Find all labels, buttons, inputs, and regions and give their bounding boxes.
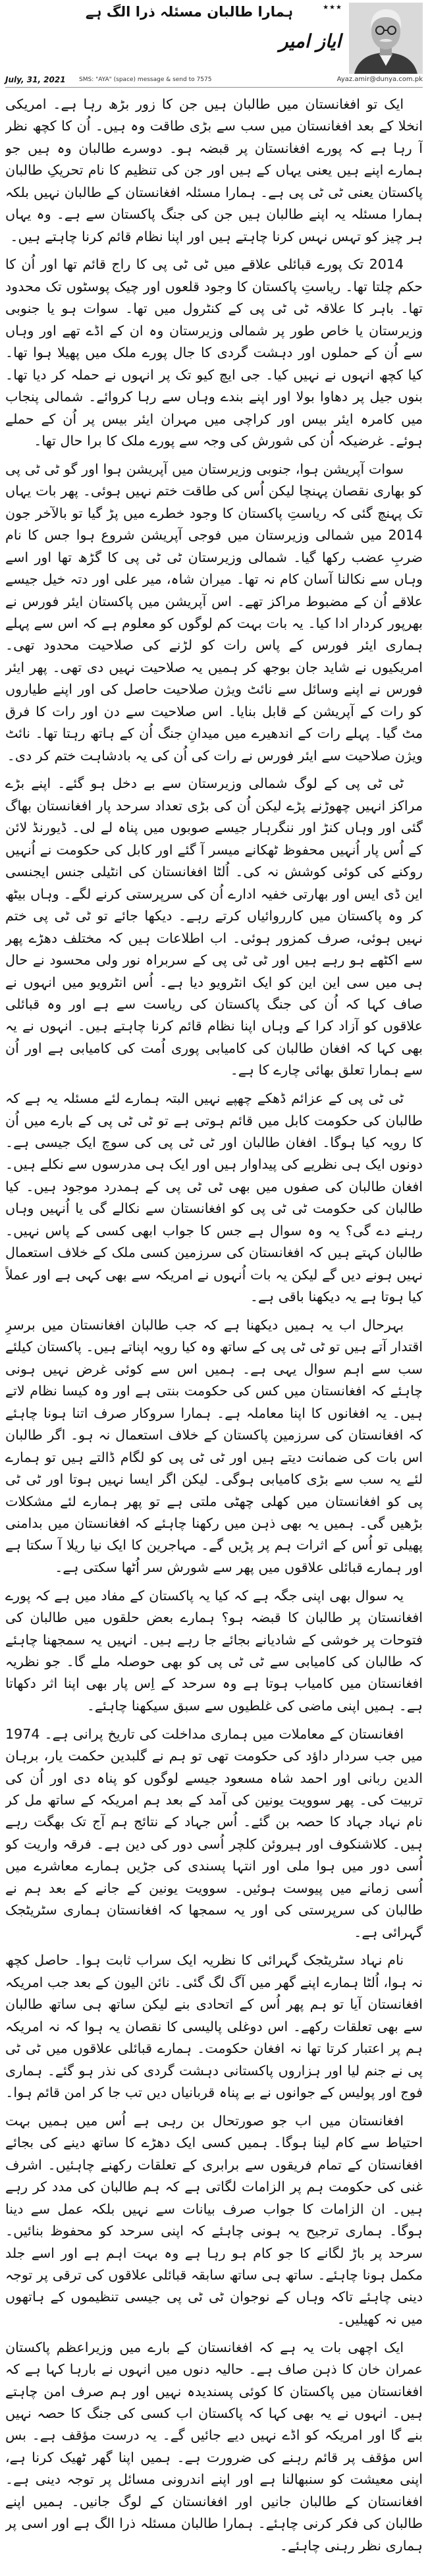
- paragraph-10: افغانستان میں اب جو صورتحال بن رہی ہے اُس میں ہمیں بہت احتیاط سے کام لینا ہوگا۔ ہمیں کسی ایک دھڑے کا ساتھ دینے کی بجائے افغانستان کے تمام فریقوں سے برابری کے تعلقات رکھنے چاہئیں۔ اشرف غنی کی حکومت ہم پر الزامات لگاتی ہے کہ ہم طالبان کی مدد کر رہے ہیں۔ ان الزامات کا جواب صرف بیانات سے نہیں بلکہ عمل سے دینا ہوگا۔ ہماری ترجیح یہ ہونی چاہئے کہ اپنی سرحد کو محفوظ بنائیں۔ سرحد پر باڑ لگانے کا جو کام ہو رہا ہے وہ بہت اہم ہے اور اسے جلد مکمل ہونا چاہئے۔ ساتھ ہی ساتھ سابقہ قبائلی علاقوں کی ترقی پر توجہ دینی چاہئے تاکہ وہاں کے نوجوان ٹی ٹی پی جیسی تنظیموں کے ہاتھوں میں نہ کھیلیں۔: [5, 2112, 423, 2327]
- author-email: Ayaz.amir@dunya.com.pk: [336, 76, 423, 83]
- meta-row: [5, 75, 423, 88]
- column-title: ہمارا طالبان مسئلہ ذرا الگ ہے: [85, 4, 293, 20]
- column-header: [0, 0, 428, 90]
- paragraph-4: ٹی ٹی پی کے لوگ شمالی وزیرستان سے بے دخل ہو گئے۔ اپنے بڑے مراکز انہیں چھوڑنے پڑے لیکن اُن کی بڑی تعداد سرحد پار افغانستان بھاگ گئی اور وہاں کنڑ اور ننگرہار جیسے صوبوں میں پناہ لے لی۔ ڈیورنڈ لائن کے اُس پار اُنہیں محفوظ ٹھکانے میسر آ گئے اور کابل کی حکومت نے اُنہیں روکنے کی کوئی کوشش نہ کی۔ اُلٹا افغانستان کی انٹیلی جنس ایجنسی این ڈی ایس اور بھارتی خفیہ ادارے اُن کی سرپرستی کرنے لگے۔ وہاں بیٹھ کر وہ پاکستان میں کارروائیاں کرتے رہے۔ دیکھا جائے تو ٹی ٹی پی ختم نہیں ہوئی، صرف کمزور ہوئی۔ اب اطلاعات ہیں کہ مختلف دھڑے پھر سے اکٹھے ہو رہے ہیں اور ٹی ٹی پی کے سربراہ نور ولی محسود نے حال ہی میں سی این این کو ایک انٹرویو دیا ہے۔ اُس انٹرویو میں انہوں نے صاف کہا کہ اُن کی جنگ پاکستان کی ریاست سے ہے اور وہ قبائلی علاقوں کو آزاد کرا کے وہاں اپنا نظام قائم کرنا چاہتے ہیں۔ انہوں نے یہ بھی کہا کہ افغان طالبان کی کامیابی پوری اُمت کی کامیابی ہے اور اُن سے ہمارا تعلق بھائی چارے کا ہے۔: [5, 775, 423, 1078]
- paragraph-8: افغانستان کے معاملات میں ہماری مداخلت کی تاریخ پرانی ہے۔ 1974 میں جب سردار داؤد کی حکومت تھی تو ہم نے گلبدین حکمت یار، برہان الدین ربانی اور احمد شاہ مسعود جیسے لوگوں کو پناہ دی اور اُن کی تربیت کی۔ پھر سوویت یونین کی آمد کے بعد ہم امریکہ کے ساتھ مل کر نام نہاد جہاد کا حصہ بن گئے۔ اُس جہاد کے نتائج ہم آج تک بھگت رہے ہیں۔ کلاشنکوف اور ہیروئن کلچر اُسی دور کی دین ہے۔ فرقہ واریت کو اُسی دور میں ہوا ملی اور انتہا پسندی کی جڑیں ہمارے معاشرے میں اُسی زمانے میں پیوست ہوئیں۔ سوویت یونین کے جانے کے بعد ہم نے طالبان کی سرپرستی کی اور یہ سمجھا کہ افغانستان ہماری سٹریٹجک گہرائی ہے۔: [5, 1725, 423, 1940]
- paragraph-7: یہ سوال بھی اپنی جگہ ہے کہ کیا یہ پاکستان کے مفاد میں ہے کہ پورے افغانستان پر طالبان کا قبضہ ہو؟ ہمارے بعض حلقوں میں طالبان کی فتوحات پر خوشی کے شادیانے بجائے جا رہے ہیں۔ انہیں یہ سمجھنا چاہئے کہ طالبان کی کامیابی سے ٹی ٹی پی کو بھی حوصلہ ملے گا۔ جو نظریہ افغانستان میں کامیاب ہوتا ہے وہ سرحد کے اِس پار بھی اپنا اثر دکھاتا ہے۔ ہمیں اپنی ماضی کی غلطیوں سے سبق سیکھنا چاہئے۔: [5, 1587, 423, 1714]
- author-portrait-icon: [349, 3, 423, 74]
- paragraph-11: ایک اچھی بات یہ ہے کہ افغانستان کے بارے میں وزیراعظم پاکستان عمران خان کا ذہن صاف ہے۔ حالیہ دنوں میں انہوں نے بارہا کہا ہے کہ افغانستان میں پاکستان کا کوئی پسندیدہ نہیں اور ہم صرف امن چاہتے ہیں۔ انہوں نے یہ بھی کہا کہ پاکستان اب کسی کی جنگ کا حصہ نہیں بنے گا اور امریکہ کو اڈے نہیں دیے جائیں گے۔ یہ درست مؤقف ہے۔ بس اس مؤقف پر قائم رہنے کی ضرورت ہے۔ ہمیں اپنا گھر ٹھیک کرنا ہے، اپنی معیشت کو سنبھالنا ہے اور اپنے اندرونی مسائل پر توجہ دینی ہے۔ افغانستان کے طالبان جانیں اور افغانستان کے لوگ جانیں۔ ہمیں اپنے طالبان کی فکر کرنی چاہئے۔ ہمارا طالبان مسئلہ ذرا الگ ہے اور اسی پر ہماری نظر رہنی چاہئے۔: [5, 2339, 423, 2554]
- article-body: [5, 94, 423, 2569]
- paragraph-6: بہرحال اب یہ ہمیں دیکھنا ہے کہ جب طالبان افغانستان میں برسرِ اقتدار آتے ہیں تو ٹی ٹی پی کے ساتھ وہ کیا رویہ اپناتے ہیں۔ پاکستان کیلئے سب سے اہم سوال یہی ہے۔ ہمیں اس سے کوئی غرض نہیں ہونی چاہئے کہ افغانستان میں کس کی حکومت بنتی ہے اور وہ کیسا نظام لاتے ہیں۔ یہ افغانوں کا اپنا معاملہ ہے۔ ہمارا سروکار صرف اتنا ہونا چاہئے کہ افغانستان کی سرزمین پاکستان کے خلاف استعمال نہ ہو۔ اگر طالبان اس بات کی ضمانت دیتے ہیں اور ٹی ٹی پی کو لگام ڈالتے ہیں تو ہمارے لئے یہ سب سے بڑی کامیابی ہوگی۔ لیکن اگر ایسا نہیں ہوتا اور ٹی ٹی پی کو افغانستان میں کھلی چھٹی ملتی ہے تو پھر ہمارے لئے مشکلات بڑھیں گی۔ ہمیں یہ بھی ذہن میں رکھنا چاہئے کہ افغانستان میں بدامنی پھیلی تو اُس کے اثرات ہم پر پڑیں گے۔ مہاجرین کا ایک نیا ریلا آ سکتا ہے اور ہمارے قبائلی علاقوں میں پھر سے شورش سر اُٹھا سکتی ہے۔: [5, 1316, 423, 1575]
- paragraph-2: 2014 تک پورے قبائلی علاقے میں ٹی ٹی پی کا راج قائم تھا اور اُن کا حکم چلتا تھا۔ ریاستِ پاکستان کا وجود قلعوں اور چیک پوسٹوں تک محدود تھا۔ باہر کا علاقہ ٹی ٹی پی کے کنٹرول میں تھا۔ سوات ہو یا جنوبی وزیرستان یا خاص طور پر شمالی وزیرستان وہ ان کے اڈے تھے اور وہاں سے اُن کے حملوں اور دہشت گردی کا جال پورے ملک میں پھیلا ہوا تھا۔ کیا کچھ انہوں نے نہیں کیا۔ جی ایچ کیو تک پر انہوں نے حملہ کر دیا تھا۔ بنوں جیل پر دھاوا بولا اور اپنے بندے وہاں سے رہا کروائے۔ شمالی پنجاب میں کامرہ ایئر بیس اور کراچی میں مہران ایئر بیس پر اُن کے حملے ہوئے۔ غرضیکہ اُن کی شورش کی وجہ سے پورے ملک کا برا حال تھا۔: [5, 256, 423, 449]
- rating-stars: ★★★: [323, 4, 342, 11]
- publish-date: July, 31, 2021: [5, 75, 66, 84]
- paragraph-1: ایک تو افغانستان میں طالبان ہیں جن کا زور بڑھ رہا ہے۔ امریکی انخلا کے بعد افغانستان میں سب سے بڑی طاقت وہ ہیں۔ اُن کا کچھ نظر آ رہا ہے کہ پورے افغانستان پر قبضہ ہو۔ دوسرے طالبان وہ ہیں جو ہمارے اپنے ہیں یعنی یہاں کے ہیں اور جن کی تنظیم کا نام تحریکِ طالبان پاکستان یعنی ٹی ٹی پی ہے۔ ہمارا مسئلہ افغانستان کے طالبان نہیں بلکہ ہمارا مسئلہ یہ اپنے طالبان ہیں جن کی جنگ پاکستان سے ہے۔ وہ یہاں ہر چیز کو تہس نہس کرنا چاہتے ہیں اور اپنا نظام قائم کرنا چاہتے ہیں۔: [5, 96, 423, 244]
- paragraph-3: سوات آپریشن ہوا، جنوبی وزیرستان میں آپریشن ہوا اور گو ٹی ٹی پی کو بھاری نقصان پہنچا لیکن اُس کی طاقت ختم نہیں ہوئی۔ پھر بات یہاں تک پہنچ گئی کہ ریاستِ پاکستان کا وجود خطرے میں پڑ گیا تو بالآخر جون 2014 میں شمالی وزیرستان میں فوجی آپریشن شروع ہوا جس کا نام ضربِ عضب رکھا گیا۔ شمالی وزیرستان ٹی ٹی پی کا گڑھ تھا اور اسے وہاں سے نکالنا آسان کام نہ تھا۔ میران شاہ، میر علی اور دتہ خیل جیسے علاقے اُن کے مضبوط مراکز تھے۔ اس آپریشن میں پاکستان ایئر فورس نے بھرپور کردار ادا کیا۔ یہ بات بہت کم لوگوں کو معلوم ہے کہ اس سے پہلے ہماری ایئر فورس کے پاس رات کو لڑنے کی صلاحیت محدود تھی۔ امریکیوں نے شاید جان بوجھ کر ہمیں یہ صلاحیت نہیں دی تھی۔ پھر ایئر فورس نے اپنے وسائل سے نائٹ ویژن صلاحیت حاصل کی اور اپنے طیاروں کو رات کے آپریشن کے قابل بنایا۔ اس صلاحیت سے دن اور رات کا فرق مٹ گیا۔ پہلے رات کے اندھیرے میں میدانِ جنگ اُن کے ہاتھ رہتا تھا۔ نائٹ ویژن صلاحیت سے ایئر فورس نے رات کی اُن کی یہ بادشاہت ختم کر دی۔: [5, 461, 423, 764]
- sms-line: SMS: "AYA" (space) message & send to 7575: [79, 76, 212, 83]
- author-photo: [349, 3, 423, 74]
- paragraph-9: نام نہاد سٹریٹجک گہرائی کا نظریہ ایک سراب ثابت ہوا۔ حاصل کچھ نہ ہوا، اُلٹا ہمارے اپنے گھر میں آگ لگ گئی۔ نائن الیون کے بعد جب امریکہ افغانستان آیا تو ہم پھر اُس کے اتحادی بنے لیکن ساتھ ہی ساتھ طالبان سے بھی تعلقات رکھے۔ اس دوغلی پالیسی کا نقصان یہ ہوا کہ نہ امریکہ ہم پر اعتبار کرتا تھا نہ افغان حکومت۔ ہمارے قبائلی علاقوں میں ٹی ٹی پی نے جنم لیا اور ہزاروں پاکستانی دہشت گردی کی نذر ہو گئے۔ ہماری فوج اور پولیس کے جوانوں نے بے پناہ قربانیاں دیں تب جا کر امن قائم ہوا۔: [5, 1952, 423, 2101]
- paragraph-5: ٹی ٹی پی کے عزائم ڈھکے چھپے نہیں البتہ ہمارے لئے مسئلہ یہ ہے کہ طالبان کی حکومت کابل میں قائم ہوتی ہے تو ٹی ٹی پی کے بارے میں اُن کا رویہ کیا ہوگا۔ افغان طالبان اور ٹی ٹی پی کی سوچ ایک جیسی ہے۔ دونوں ایک ہی نظریے کی پیداوار ہیں اور ایک ہی مدرسوں سے نکلے ہیں۔ افغان طالبان کی صفوں میں بھی ٹی ٹی پی کے ہمدرد موجود ہیں۔ کیا طالبان کی حکومت ٹی ٹی پی کو افغانستان سے نکالے گی یا اُنہیں وہاں رہنے دے گی؟ یہ وہ سوال ہے جس کا جواب ابھی کسی کے پاس نہیں۔ طالبان کہتے ہیں کہ افغانستان کی سرزمین کسی ملک کے خلاف استعمال نہیں ہونے دیں گے لیکن یہ بات اُنہوں نے امریکہ سے بھی کہی ہے اور عملاً کیا ہوتا ہے یہ دیکھنا باقی ہے۔: [5, 1090, 423, 1305]
- author-name: ایاز امیر: [279, 30, 341, 52]
